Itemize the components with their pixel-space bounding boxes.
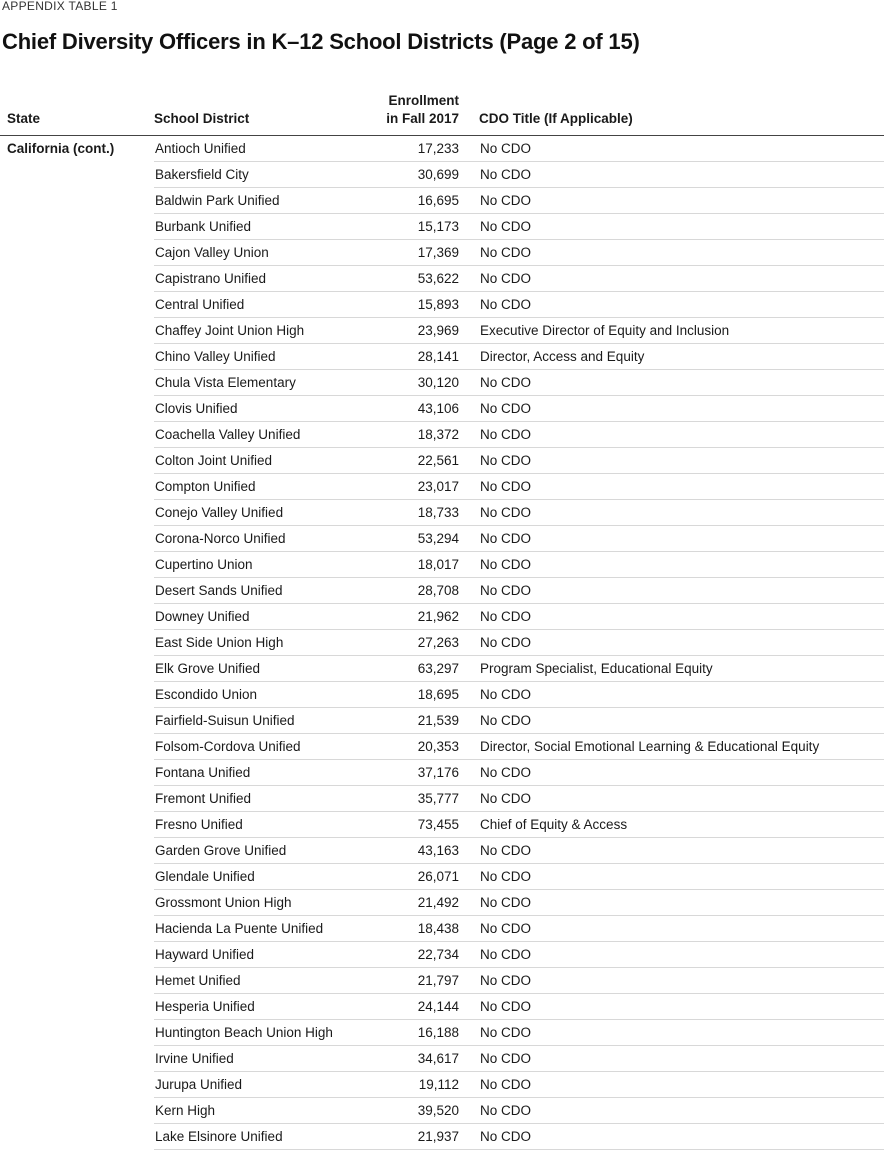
enrollment-cell: 22,561 — [336, 448, 479, 474]
enrollment-cell: 16,695 — [336, 188, 479, 214]
enrollment-cell: 16,188 — [336, 1020, 479, 1046]
cdo-title-cell: No CDO — [479, 240, 884, 266]
enrollment-cell: 23,969 — [336, 318, 479, 344]
enrollment-cell: 30,699 — [336, 162, 479, 188]
column-header-school-district: School District — [154, 90, 336, 136]
cdo-title-cell: No CDO — [479, 448, 884, 474]
column-header-enrollment — [336, 90, 479, 136]
enrollment-cell: 21,539 — [336, 708, 479, 734]
district-cell: Chula Vista Elementary — [154, 370, 336, 396]
cdo-title-cell: No CDO — [479, 994, 884, 1020]
cdo-title-cell: No CDO — [479, 214, 884, 240]
cdo-title-cell: No CDO — [479, 136, 884, 162]
enrollment-cell: 63,297 — [336, 656, 479, 682]
cdo-title-cell: No CDO — [479, 1098, 884, 1124]
enrollment-cell: 18,695 — [336, 682, 479, 708]
cdo-title-cell: No CDO — [479, 760, 884, 786]
cdo-title-cell: No CDO — [479, 942, 884, 968]
cdo-title-cell: No CDO — [479, 864, 884, 890]
cdo-title-cell: Director, Access and Equity — [479, 344, 884, 370]
cdo-title-cell: No CDO — [479, 422, 884, 448]
cdo-title-cell: No CDO — [479, 682, 884, 708]
enrollment-cell: 18,438 — [336, 916, 479, 942]
enrollment-cell: 30,120 — [336, 370, 479, 396]
cdo-title-cell: No CDO — [479, 370, 884, 396]
enrollment-header-line2: in Fall 2017 — [386, 111, 459, 126]
cdo-title-cell: No CDO — [479, 1124, 884, 1150]
cdo-title-cell: Program Specialist, Educational Equity — [479, 656, 884, 682]
district-cell: Hesperia Unified — [154, 994, 336, 1020]
district-cell: Huntington Beach Union High — [154, 1020, 336, 1046]
table-header — [0, 90, 884, 136]
cdo-title-cell: No CDO — [479, 890, 884, 916]
enrollment-cell: 21,797 — [336, 968, 479, 994]
enrollment-cell: 53,294 — [336, 526, 479, 552]
district-cell: Irvine Unified — [154, 1046, 336, 1072]
cdo-title-cell: Executive Director of Equity and Inclusion — [479, 318, 884, 344]
enrollment-cell: 73,455 — [336, 812, 479, 838]
district-cell: Cajon Valley Union — [154, 240, 336, 266]
column-header-cdo-title: CDO Title (If Applicable) — [479, 90, 884, 136]
district-cell: Conejo Valley Unified — [154, 500, 336, 526]
cdo-title-cell: No CDO — [479, 188, 884, 214]
cdo-title-cell: No CDO — [479, 1072, 884, 1098]
district-cell: Fremont Unified — [154, 786, 336, 812]
table-body — [0, 136, 884, 1150]
enrollment-cell: 22,734 — [336, 942, 479, 968]
enrollment-cell: 20,353 — [336, 734, 479, 760]
cdo-title-cell: No CDO — [479, 708, 884, 734]
district-cell: Hayward Unified — [154, 942, 336, 968]
cdo-title-cell: No CDO — [479, 968, 884, 994]
district-cell: Capistrano Unified — [154, 266, 336, 292]
enrollment-cell: 18,372 — [336, 422, 479, 448]
column-header-state: State — [0, 90, 154, 136]
enrollment-cell: 27,263 — [336, 630, 479, 656]
cdo-title-cell: No CDO — [479, 266, 884, 292]
cdo-title-cell: No CDO — [479, 578, 884, 604]
enrollment-cell: 15,893 — [336, 292, 479, 318]
enrollment-cell: 37,176 — [336, 760, 479, 786]
cdo-title-cell: Chief of Equity & Access — [479, 812, 884, 838]
enrollment-header-line1: Enrollment — [388, 93, 459, 108]
enrollment-cell: 43,163 — [336, 838, 479, 864]
district-cell: Clovis Unified — [154, 396, 336, 422]
header-row — [0, 90, 884, 136]
cdo-title-cell: No CDO — [479, 604, 884, 630]
cdo-title-cell: No CDO — [479, 630, 884, 656]
enrollment-cell: 21,492 — [336, 890, 479, 916]
enrollment-cell: 43,106 — [336, 396, 479, 422]
cdo-title-cell: No CDO — [479, 552, 884, 578]
district-cell: Chaffey Joint Union High — [154, 318, 336, 344]
cdo-title-cell: No CDO — [479, 786, 884, 812]
enrollment-cell: 21,962 — [336, 604, 479, 630]
district-cell: Antioch Unified — [154, 136, 336, 162]
district-cell: Downey Unified — [154, 604, 336, 630]
enrollment-cell: 24,144 — [336, 994, 479, 1020]
enrollment-cell: 21,937 — [336, 1124, 479, 1150]
enrollment-cell: 35,777 — [336, 786, 479, 812]
cdo-title-cell: No CDO — [479, 474, 884, 500]
enrollment-cell: 17,369 — [336, 240, 479, 266]
enrollment-cell: 15,173 — [336, 214, 479, 240]
cdo-title-cell: No CDO — [479, 292, 884, 318]
district-cell: Cupertino Union — [154, 552, 336, 578]
district-cell: Colton Joint Unified — [154, 448, 336, 474]
district-cell: Chino Valley Unified — [154, 344, 336, 370]
district-cell: Desert Sands Unified — [154, 578, 336, 604]
district-cell: Grossmont Union High — [154, 890, 336, 916]
enrollment-cell: 39,520 — [336, 1098, 479, 1124]
district-cell: Jurupa Unified — [154, 1072, 336, 1098]
appendix-label: APPENDIX TABLE 1 — [2, 0, 118, 13]
district-cell: Central Unified — [154, 292, 336, 318]
cdo-title-cell: No CDO — [479, 162, 884, 188]
cdo-title-cell: No CDO — [479, 838, 884, 864]
district-cell: Hemet Unified — [154, 968, 336, 994]
district-cell: Burbank Unified — [154, 214, 336, 240]
cdo-title-cell: No CDO — [479, 526, 884, 552]
district-cell: Fairfield-Suisun Unified — [154, 708, 336, 734]
district-cell: Garden Grove Unified — [154, 838, 336, 864]
cdo-title-cell: No CDO — [479, 500, 884, 526]
state-cell: California (cont.) — [7, 141, 115, 156]
enrollment-cell: 23,017 — [336, 474, 479, 500]
enrollment-cell: 17,233 — [336, 136, 479, 162]
district-cell: Elk Grove Unified — [154, 656, 336, 682]
cdo-title-cell: No CDO — [479, 916, 884, 942]
district-cell: Lake Elsinore Unified — [154, 1124, 336, 1150]
enrollment-cell: 34,617 — [336, 1046, 479, 1072]
enrollment-cell: 18,017 — [336, 552, 479, 578]
enrollment-cell: 19,112 — [336, 1072, 479, 1098]
district-cell: Coachella Valley Unified — [154, 422, 336, 448]
cdo-title-cell: Director, Social Emotional Learning & Educational Equity — [479, 734, 884, 760]
district-cell: Fontana Unified — [154, 760, 336, 786]
page-title: Chief Diversity Officers in K–12 School Districts (Page 2 of 15) — [2, 29, 640, 54]
enrollment-cell: 18,733 — [336, 500, 479, 526]
district-cell: Compton Unified — [154, 474, 336, 500]
district-cell: Fresno Unified — [154, 812, 336, 838]
cdo-table — [0, 90, 884, 1150]
cdo-title-cell: No CDO — [479, 1046, 884, 1072]
district-cell: Kern High — [154, 1098, 336, 1124]
enrollment-cell: 53,622 — [336, 266, 479, 292]
district-cell: Bakersfield City — [154, 162, 336, 188]
cdo-title-cell: No CDO — [479, 1020, 884, 1046]
table-row — [0, 136, 884, 162]
district-cell: Escondido Union — [154, 682, 336, 708]
district-cell: Corona-Norco Unified — [154, 526, 336, 552]
district-cell: East Side Union High — [154, 630, 336, 656]
enrollment-cell: 28,141 — [336, 344, 479, 370]
enrollment-cell: 28,708 — [336, 578, 479, 604]
district-cell: Baldwin Park Unified — [154, 188, 336, 214]
enrollment-cell: 26,071 — [336, 864, 479, 890]
district-cell: Folsom-Cordova Unified — [154, 734, 336, 760]
district-cell: Hacienda La Puente Unified — [154, 916, 336, 942]
cdo-title-cell: No CDO — [479, 396, 884, 422]
district-cell: Glendale Unified — [154, 864, 336, 890]
